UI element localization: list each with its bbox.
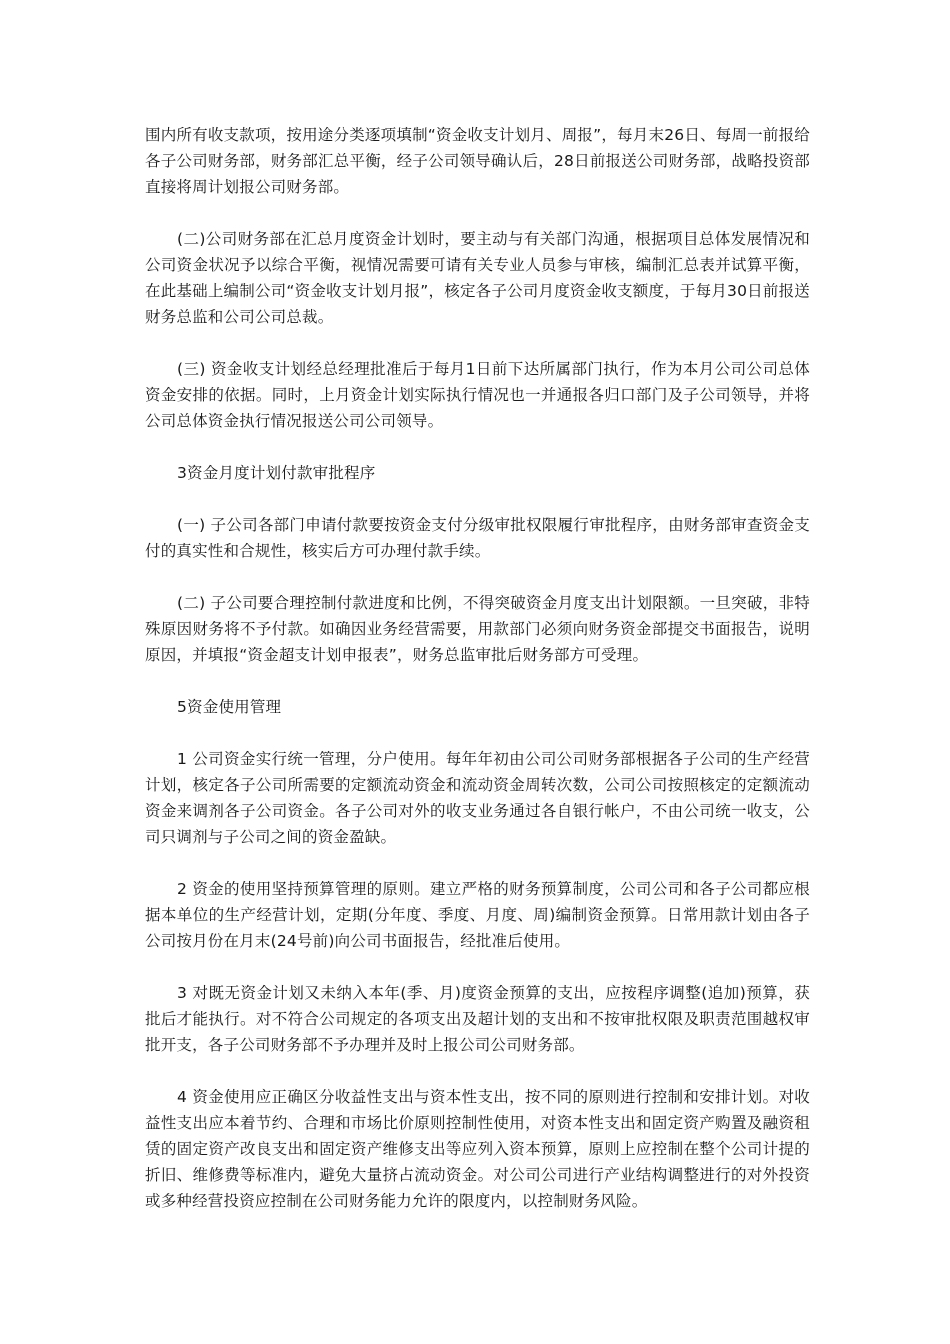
paragraph-continued: 围内所有收支款项，按用途分类逐项填制“资金收支计划月、周报”，每月末26日、每周一前报给各子公司财务部，财务部汇总平衡，经子公司领导确认后，28日前报送公司财务部，战略投资部直接将周计划报公司财务部。 bbox=[145, 126, 810, 196]
paragraph-payment-2: (二) 子公司要合理控制付款进度和比例，不得突破资金月度支出计划限额。一旦突破，非特殊原因财务将不予付款。如确因业务经营需要，用款部门必须向财务资金部提交书面报告，说明原因，并填报“资金超支计划申报表”，财务总监审批后财务部方可受理。 bbox=[145, 594, 810, 664]
paragraph-item-2: (二)公司财务部在汇总月度资金计划时，要主动与有关部门沟通，根据项目总体发展情况和公司资金状况予以综合平衡，视情况需要可请有关专业人员参与审核，编制汇总表并试算平衡，在此基础上编制公司“资金收支计划月报”，核定各子公司月度资金收支额度，于每月30日前报送财务总监和公司公司总裁。 bbox=[145, 230, 810, 326]
paragraph-payment-1: (一) 子公司各部门申请付款要按资金支付分级审批权限履行审批程序，由财务部审查资金支付的真实性和合规性，核实后方可办理付款手续。 bbox=[145, 516, 810, 560]
paragraph-item-3: (三) 资金收支计划经总经理批准后于每月1日前下达所属部门执行，作为本月公司公司总体资金安排的依据。同时，上月资金计划实际执行情况也一并通报各归口部门及子公司领导，并将公司总体资金执行情况报送公司公司领导。 bbox=[145, 360, 810, 430]
paragraph-usage-2: 2 资金的使用坚持预算管理的原则。建立严格的财务预算制度，公司公司和各子公司都应根据本单位的生产经营计划，定期(分年度、季度、月度、周)编制资金预算。日常用款计划由各子公司按月份在月末(24号前)向公司书面报告，经批准后使用。 bbox=[145, 880, 810, 950]
section-heading-payment-approval: 3资金月度计划付款审批程序 bbox=[177, 464, 376, 482]
paragraph-usage-3: 3 对既无资金计划又未纳入本年(季、月)度资金预算的支出，应按程序调整(追加)预算，获批后才能执行。对不符合公司规定的各项支出及超计划的支出和不按审批权限及职责范围越权审批开支，各子公司财务部不予办理并及时上报公司公司财务部。 bbox=[145, 984, 810, 1054]
paragraph-usage-4: 4 资金使用应正确区分收益性支出与资本性支出，按不同的原则进行控制和安排计划。对收益性支出应本着节约、合理和市场比价原则控制性使用，对资本性支出和固定资产购置及融资租赁的固定资产改良支出和固定资产维修支出等应列入资本预算，原则上应控制在整个公司计提的折旧、维修费等标准内，避免大量挤占流动资金。对公司公司进行产业结构调整进行的对外投资或多种经营投资应控制在公司财务能力允许的限度内，以控制财务风险。 bbox=[145, 1088, 810, 1210]
document-body bbox=[145, 122, 810, 1240]
paragraph-usage-1: 1 公司资金实行统一管理，分户使用。每年年初由公司公司财务部根据各子公司的生产经营计划，核定各子公司所需要的定额流动资金和流动资金周转次数，公司公司按照核定的定额流动资金来调剂各子公司资金。各子公司对外的收支业务通过各自银行帐户，不由公司统一收支，公司只调剂与子公司之间的资金盈缺。 bbox=[145, 750, 810, 846]
section-heading-fund-usage: 5资金使用管理 bbox=[177, 698, 282, 716]
